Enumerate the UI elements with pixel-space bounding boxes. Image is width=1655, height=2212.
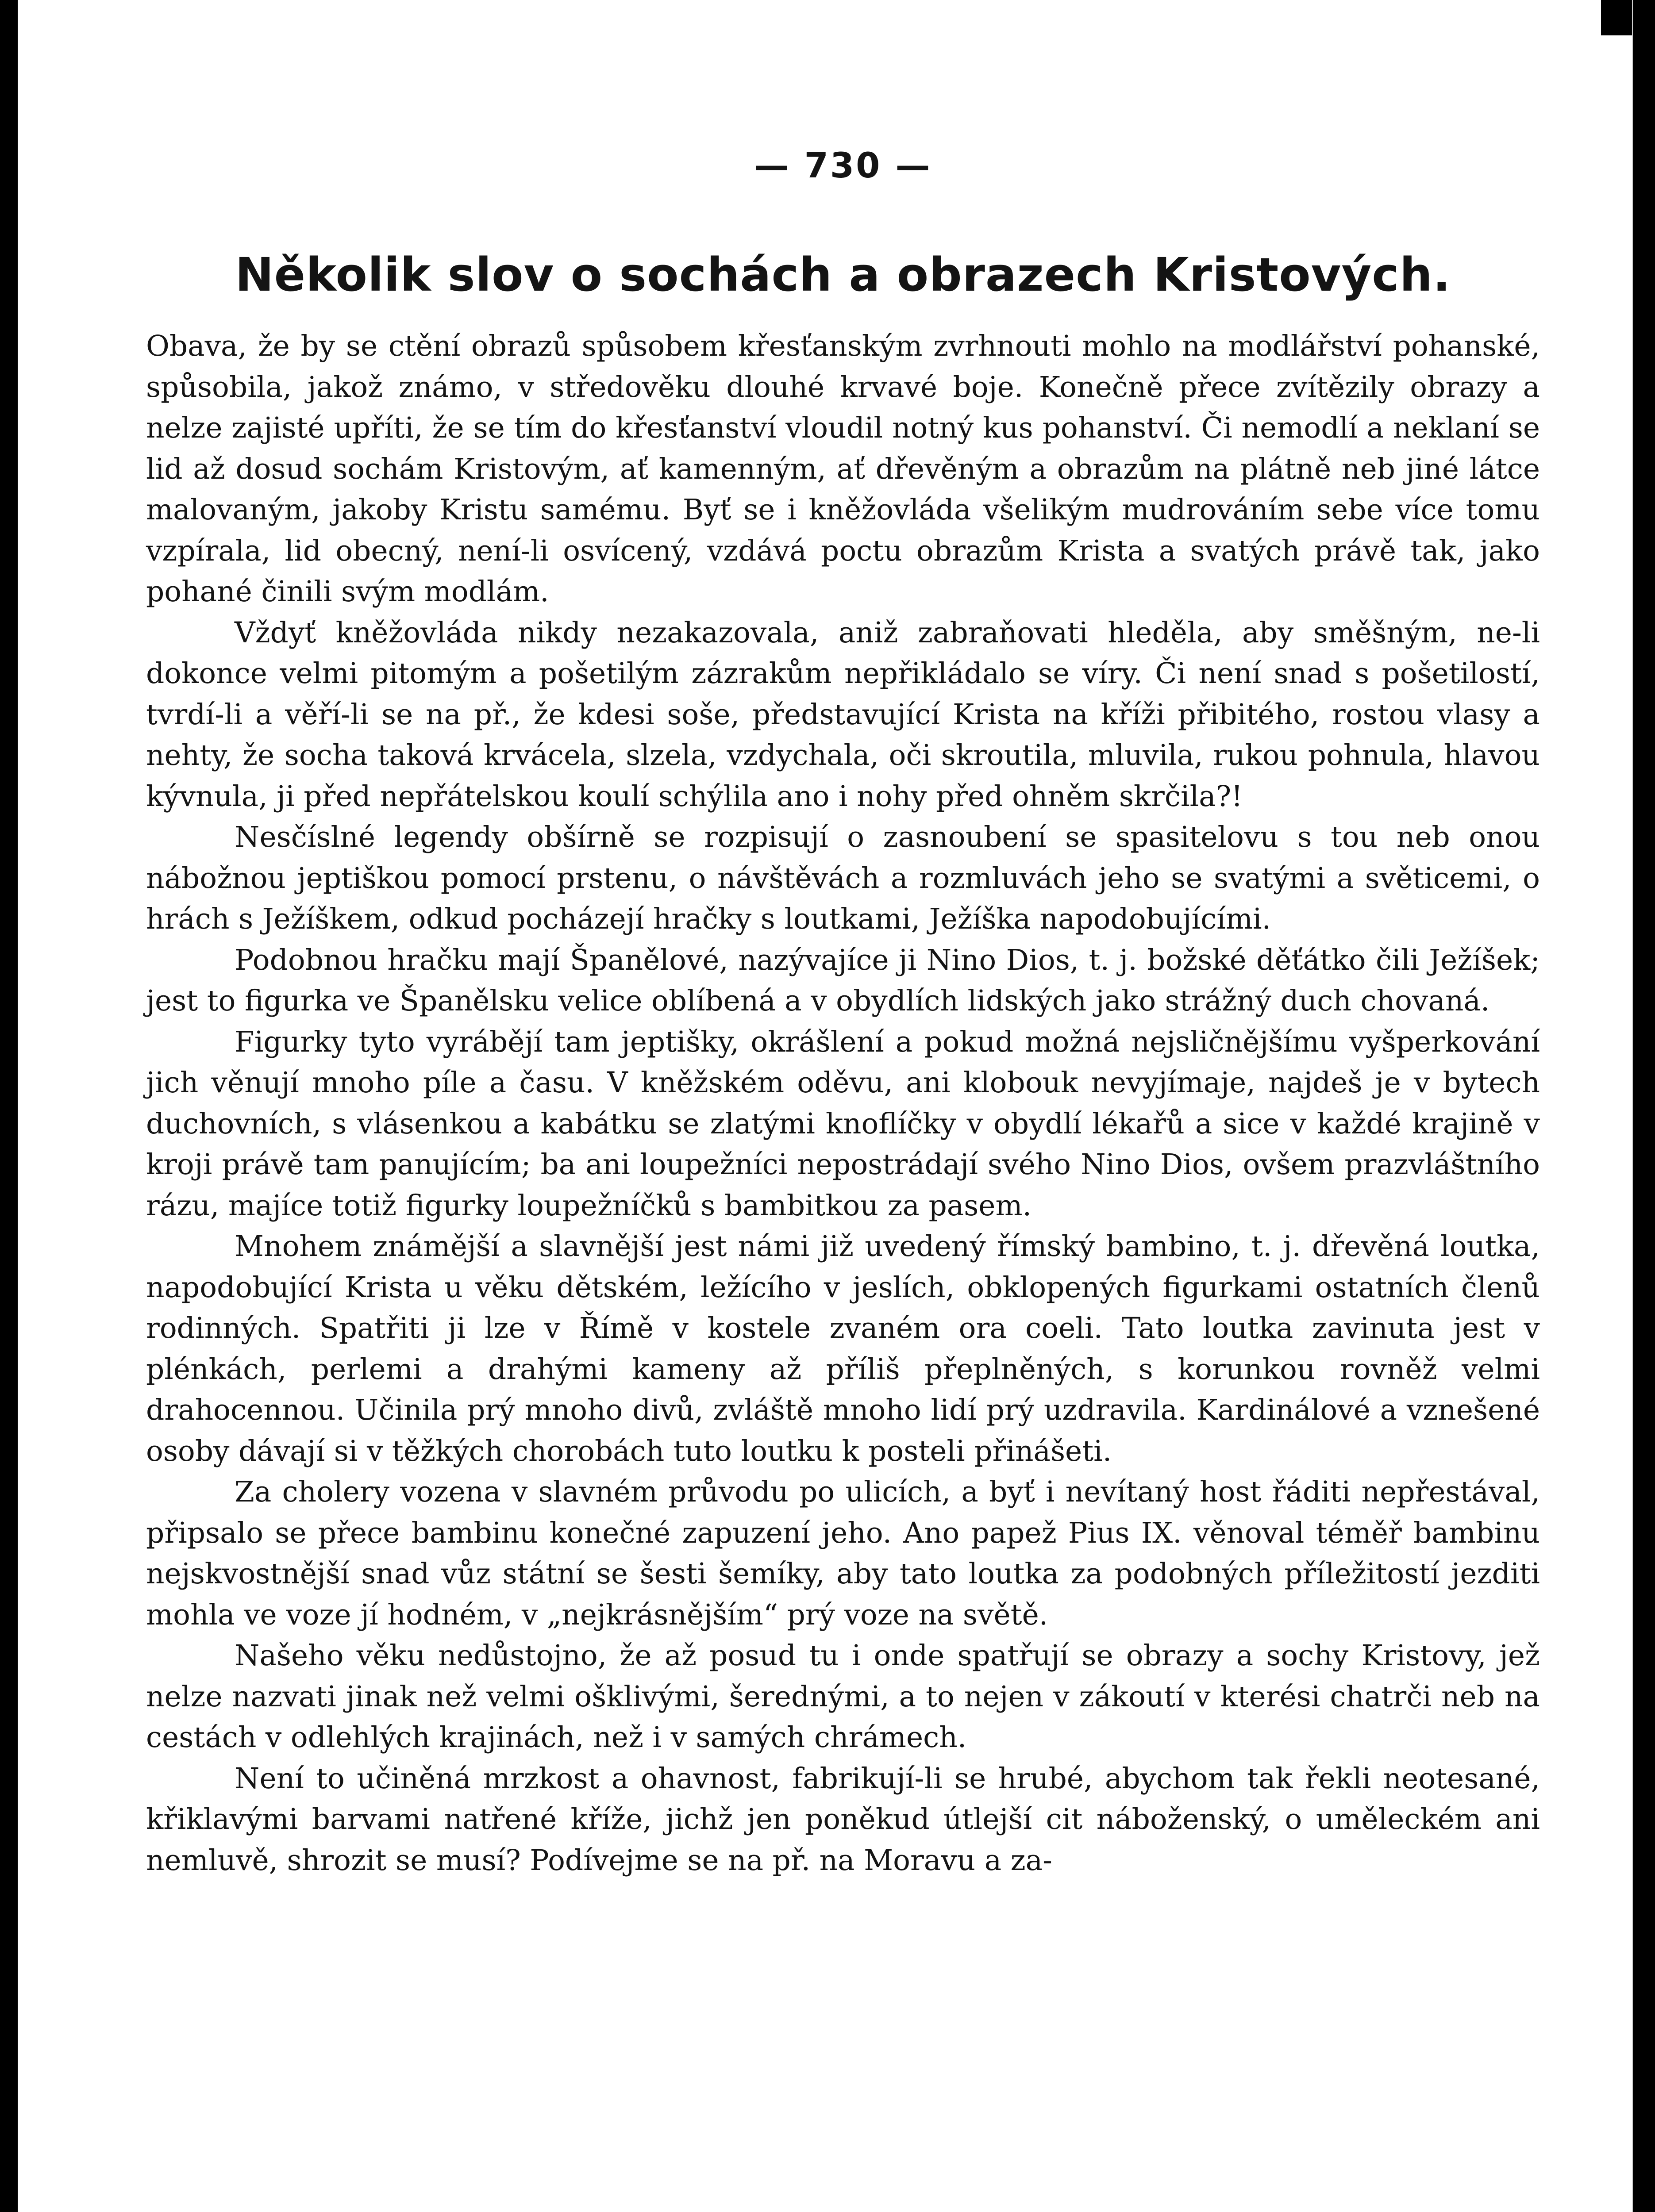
paragraph-9: Není to učiněná mrzkost a ohavnost, fabrikují-li se hrubé, abychom tak řekli neotesané, křiklavými barvami natřené kříže, jichž jen poněkud útlejší cit náboženský, o uměleckém ani nemluvě, shrozit se musí? Podívejme se na př. na Moravu a za- [146,1762,1540,1877]
scan-corner-mark [1601,0,1632,35]
page-content [146,146,1540,1881]
book-page [18,0,1633,2212]
paragraph-4: Podobnou hračku mají Španělové, nazývajíce ji Nino Dios, t. j. božské děťátko čili Ježíšek; jest to figurka ve Španělsku velice oblíbená a v obydlích lidských jako strážný duch chovaná. [146,943,1540,1018]
paragraph-7: Za cholery vozena v slavném průvodu po ulicích, a byť i nevítaný host řáditi nepřestával, připsalo se přece bambinu konečné zapuzení jeho. Ano papež Pius IX. věnoval téměř bambinu nejskvostnější snad vůz státní se šesti šemíky, aby tato loutka za podobných příležitostí jezditi mohla ve voze jí hodném, v „nejkrásnějším“ prý voze na světě. [146,1475,1540,1632]
chapter-title: Několik slov o sochách a obrazech Kristových. [235,248,1451,302]
paragraph-5: Figurky tyto vyrábějí tam jeptišky, okrášlení a pokud možná nejsličnějšímu vyšperkování jich věnují mnoho píle a času. V kněžském oděvu, ani klobouk nevyjímaje, najdeš je v bytech duchovních, s vlásenkou a kabátku se zlatými knoflíčky v obydlí lékařů a sice v každé krajině v kroji právě tam panujícím; ba ani loupežníci nepostrádají svého Nino Dios, ovšem prazvláštního rázu, majíce totiž figurky loupežníčků s bambitkou za pasem. [146,1025,1540,1222]
paragraph-3: Nesčíslné legendy obšírně se rozpisují o zasnoubení se spasitelovu s tou neb onou nábožnou jeptiškou pomocí prstenu, o návštěvách a rozmluvách jeho se svatými a světicemi, o hrách s Ježíškem, odkud pocházejí hračky s loutkami, Ježíška napodobujícími. [146,821,1540,936]
page-number: — 730 — [754,146,932,186]
paragraph-6: Mnohem známější a slavnější jest námi již uvedený římský bambino, t. j. dřevěná loutka, napodobující Krista u věku dětském, ležícího v jeslích, obklopených figurkami ostatních členů rodinných. Spatřiti ji lze v Římě v kostele zvaném ora coeli. Tato loutka zavinuta jest v plénkách, perlemi a drahými kameny až příliš přeplněných, s korunkou rovněž velmi drahocennou. Učinila prý mnoho divů, zvláště mnoho lidí prý uzdravila. Kardinálové a vznešené osoby dávají si v těžkých chorobách tuto loutku k posteli přinášeti. [146,1230,1540,1468]
paragraph-1: Obava, že by se ctění obrazů spůsobem křesťanským zvrhnouti mohlo na modlářství pohanské, spůsobila, jakož známo, v středověku dlouhé krvavé boje. Konečně přece zvítězily obrazy a nelze zajisté upříti, že se tím do křesťanství vloudil notný kus pohanství. Či nemodlí a neklaní se lid až dosud sochám Kristovým, ať kamenným, ať dřevěným a obrazům na plátně neb jiné látce malovaným, jakoby Kristu samému. Byť se i kněžovláda všelikým mudrováním sebe více tomu vzpírala, lid obecný, není-li osvícený, vzdává poctu obrazům Krista a svatých právě tak, jako pohané činili svým modlám. [146,330,1540,608]
paragraph-8: Našeho věku nedůstojno, že až posud tu i onde spatřují se obrazy a sochy Kristovy, jež nelze nazvati jinak než velmi ošklivými, šerednými, a to nejen v zákoutí v kterési chatrči neb na cestách v odlehlých krajinách, než i v samých chrámech. [146,1639,1540,1754]
paragraph-2: Vždyť kněžovláda nikdy nezakazovala, aniž zabraňovati hleděla, aby směšným, ne-li dokonce velmi pitomým a pošetilým zázrakům nepřikládalo se víry. Či není snad s pošetilostí, tvrdí-li a věří-li se na př., že kdesi soše, představující Krista na kříži přibitého, rostou vlasy a nehty, že socha taková krvácela, slzela, vzdychala, oči skroutila, mluvila, rukou pohnula, hlavou kývnula, ji před nepřátelskou koulí schýlila ano i nohy před ohněm skrčila?! [146,616,1540,813]
